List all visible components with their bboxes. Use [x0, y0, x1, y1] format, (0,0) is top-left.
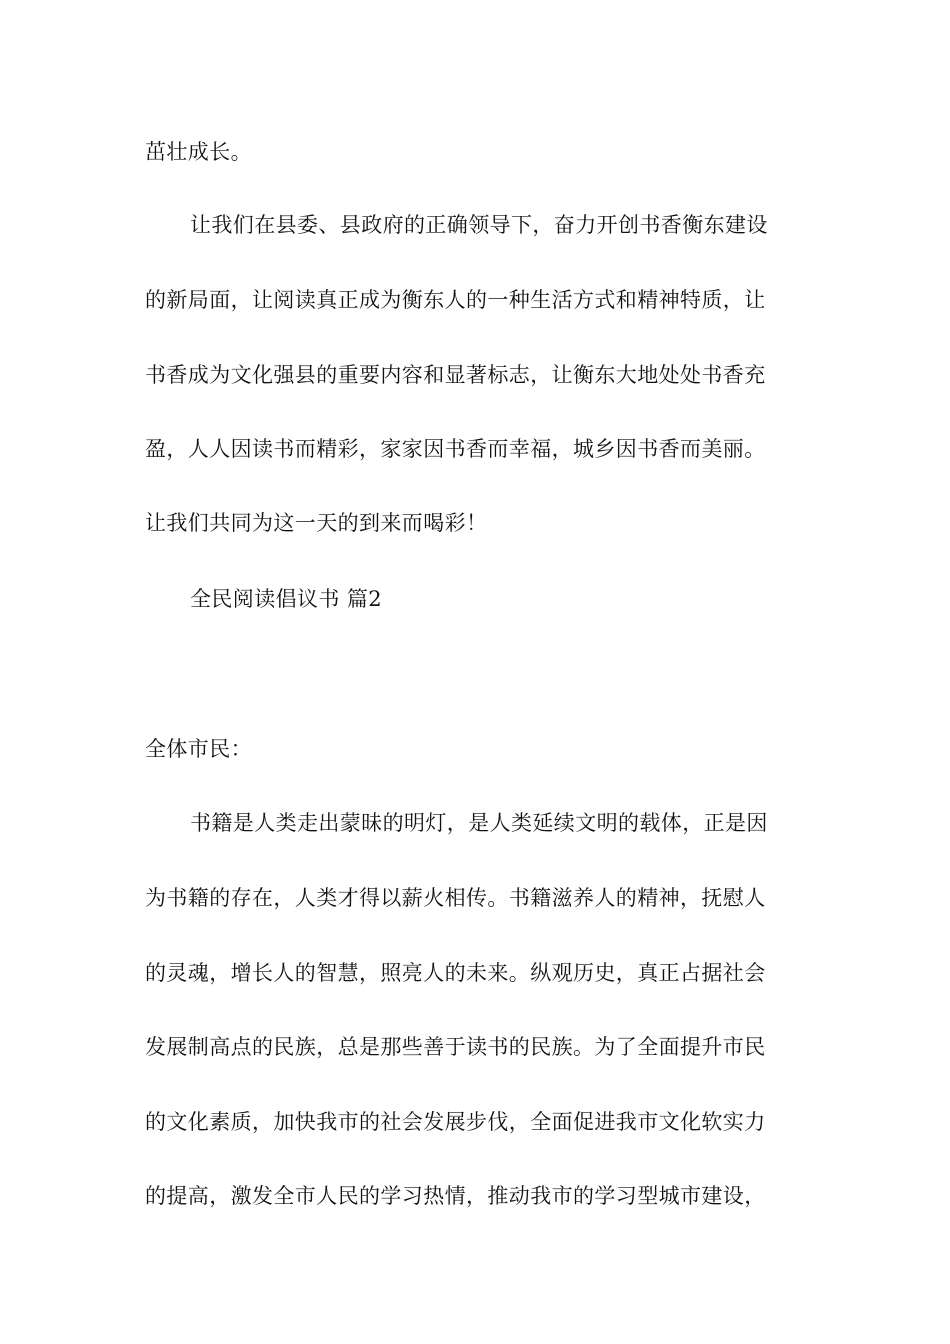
paragraph-line: 让我们共同为这一天的到来而喝彩！	[145, 511, 488, 535]
paragraph-line: 的文化素质，加快我市的社会发展步伐，全面促进我市文化软实力	[145, 1110, 766, 1134]
paragraph-line: 书香成为文化强县的重要内容和显著标志，让衡东大地处处书香充	[145, 363, 766, 387]
salutation: 全体市民：	[145, 737, 252, 761]
paragraph-line: 的提高，激发全市人民的学习热情，推动我市的学习型城市建设，	[145, 1184, 766, 1208]
paragraph-line: 茁壮成长。	[145, 140, 252, 164]
paragraph-line: 让我们在县委、县政府的正确领导下，奋力开创书香衡东建设	[190, 213, 768, 237]
paragraph-line: 的灵魂，增长人的智慧，照亮人的未来。纵观历史，真正占据社会	[145, 961, 766, 985]
paragraph-line: 发展制高点的民族，总是那些善于读书的民族。为了全面提升市民	[145, 1035, 766, 1059]
paragraph-line: 的新局面，让阅读真正成为衡东人的一种生活方式和精神特质，让	[145, 288, 766, 312]
paragraph-line: 盈，人人因读书而精彩，家家因书香而幸福，城乡因书香而美丽。	[145, 437, 766, 461]
section-heading: 全民阅读倡议书 篇2	[190, 587, 383, 611]
paragraph-line: 为书籍的存在，人类才得以薪火相传。书籍滋养人的精神，抚慰人	[145, 886, 766, 910]
paragraph-line: 书籍是人类走出蒙昧的明灯，是人类延续文明的载体，正是因	[190, 811, 768, 835]
